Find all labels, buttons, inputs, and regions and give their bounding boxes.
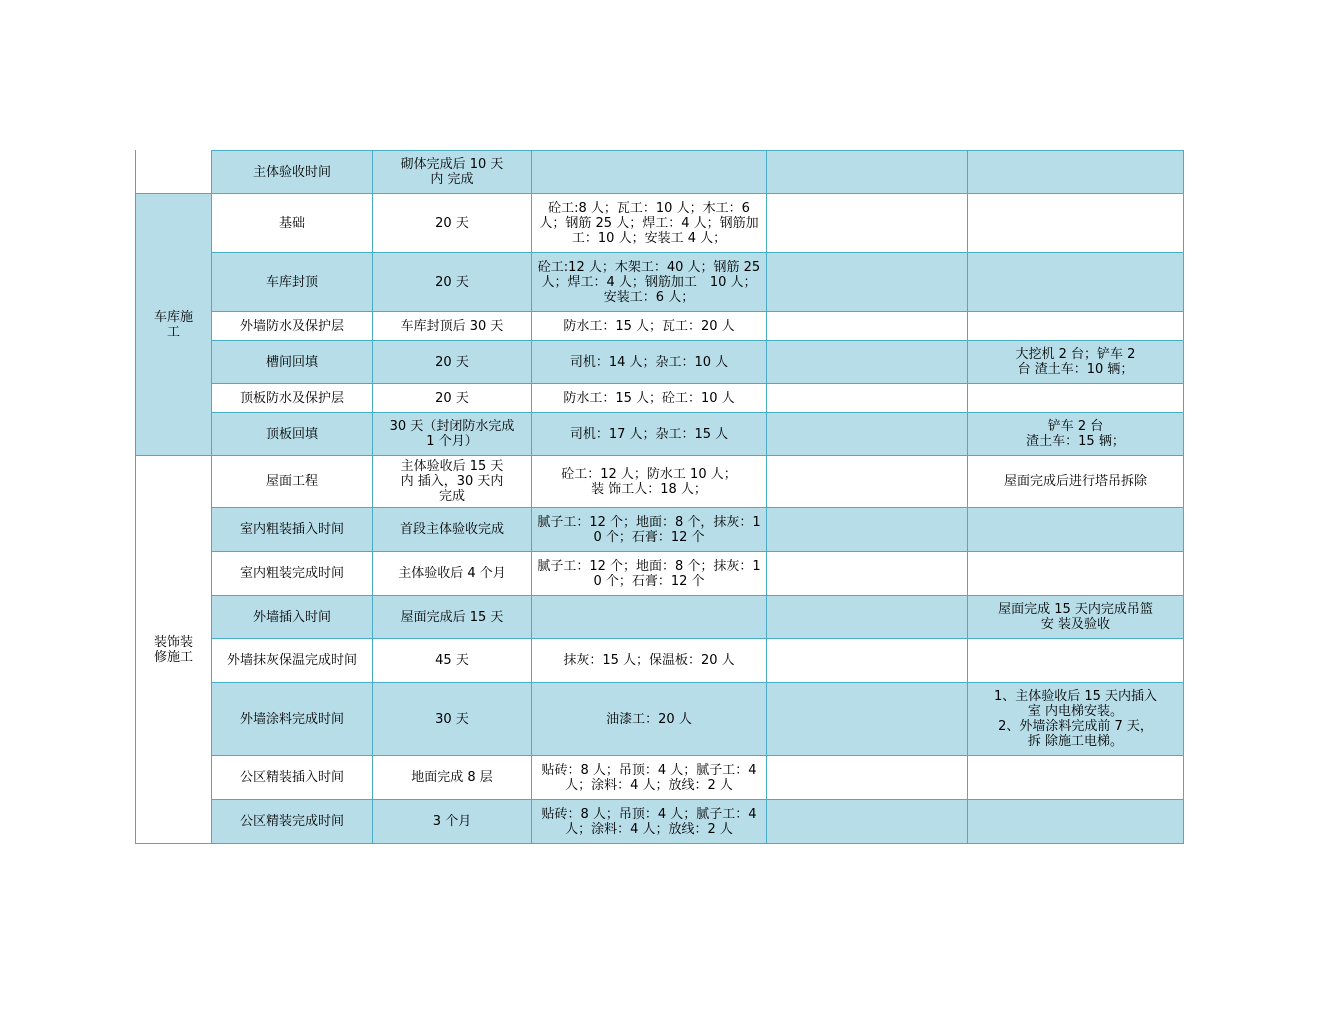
cell-materials [767,253,968,312]
cell-item-text: 基础 [278,215,305,231]
cell-item [212,194,373,253]
cell-machinery [968,194,1184,253]
cell-machinery-text: 铲车 2 台 渣土车：15 辆； [1026,419,1125,449]
cell-materials [767,384,968,413]
cell-labor [532,596,767,639]
cell-labor-text: 砼工：12 人；防水工 10 人； 装 饰工人：18 人； [561,466,737,497]
cell-materials [767,800,968,844]
cell-time [373,341,532,384]
cell-item-text: 室内粗装插入时间 [239,522,344,537]
cell-materials [767,312,968,341]
cell-item [212,639,373,683]
group-cell-blank [135,150,212,194]
cell-labor-text: 砼工:12 人；木架工：40 人；钢筋 25 人；焊工：4 人；钢筋加工 10 人；安装工：6 人； [537,259,761,305]
cell-machinery [968,150,1184,194]
cell-labor-text: 砼工:8 人；瓦工：10 人；木工：6 人；钢筋 25 人；焊工：4 人；钢筋加工：10 人；安装工 4 人； [539,200,759,246]
cell-item [212,552,373,596]
cell-time-text: 20 天 [435,274,469,290]
cell-labor [532,150,767,194]
group-label-garage [135,194,212,456]
cell-item-text: 外墙插入时间 [252,609,331,625]
cell-time-text: 砌体完成后 10 天 内 完成 [400,157,504,187]
cell-materials [767,596,968,639]
group-label-decoration [135,456,212,844]
cell-item [212,683,373,756]
cell-labor [532,683,767,756]
cell-item [212,596,373,639]
cell-machinery [968,312,1184,341]
cell-machinery [968,639,1184,683]
cell-time-text: 30 天（封闭防水完成 1 个月） [389,419,515,449]
cell-labor [532,253,767,312]
cell-time-text: 20 天 [435,354,469,370]
cell-labor [532,552,767,596]
cell-labor [532,384,767,413]
cell-item-text: 公区精装完成时间 [239,814,344,829]
cell-time-text: 20 天 [435,215,469,231]
cell-labor-text: 油漆工：20 人 [606,711,692,727]
cell-time [373,384,532,413]
cell-materials [767,683,968,756]
cell-machinery-text: 屋面完成 15 天内完成吊篮 安 装及验收 [998,602,1153,632]
cell-labor [532,508,767,552]
cell-labor [532,639,767,683]
cell-materials [767,194,968,253]
cell-labor [532,800,767,844]
cell-time-text: 地面完成 8 层 [411,770,493,785]
cell-time-text: 主体验收后 15 天 内 插入，30 天内 完成 [400,459,504,504]
cell-machinery [968,800,1184,844]
cell-time [373,253,532,312]
cell-labor-text: 贴砖：8 人；吊顶：4 人；腻子工：4 人；涂料：4 人；放线：2 人 [541,762,757,793]
cell-time [373,150,532,194]
cell-time [373,413,532,456]
cell-item-text: 顶板防水及保护层 [239,390,344,406]
cell-time-text: 车库封顶后 30 天 [400,318,504,334]
cell-item [212,800,373,844]
cell-item [212,456,373,508]
cell-time [373,312,532,341]
cell-item [212,756,373,800]
cell-time [373,800,532,844]
cell-machinery [968,596,1184,639]
cell-item-text: 外墙防水及保护层 [239,318,344,334]
cell-item [212,253,373,312]
cell-item-text: 屋面工程 [265,474,318,489]
cell-item [212,312,373,341]
cell-materials [767,341,968,384]
cell-machinery [968,384,1184,413]
cell-labor-text: 司机：17 人；杂工：15 人 [569,426,729,442]
cell-item-text: 室内粗装完成时间 [239,566,344,581]
cell-machinery-text: 大挖机 2 台；铲车 2 台 渣土车：10 辆； [1015,347,1136,377]
cell-machinery [968,508,1184,552]
group-label-garage-text: 车库施 工 [153,309,193,340]
cell-labor [532,413,767,456]
cell-labor-text: 司机：14 人；杂工：10 人 [569,354,729,370]
cell-materials [767,413,968,456]
cell-machinery [968,456,1184,508]
cell-time-text: 首段主体验收完成 [399,522,504,537]
cell-time [373,456,532,508]
cell-time [373,683,532,756]
group-label-decoration-text: 装饰装 修施工 [153,634,193,665]
cell-labor [532,341,767,384]
cell-machinery-text: 屋面完成后进行塔吊拆除 [1003,474,1147,489]
cell-time-text: 30 天 [435,711,469,727]
cell-time [373,596,532,639]
cell-time-text: 3 个月 [432,814,472,829]
cell-labor-text: 腻子工：12 个；地面：8 个，抹灰：10 个；石膏：12 个 [537,514,761,545]
cell-item [212,384,373,413]
cell-item [212,508,373,552]
cell-labor [532,456,767,508]
cell-machinery [968,756,1184,800]
cell-time-text: 20 天 [435,390,469,406]
cell-labor-text: 腻子工：12 个；地面：8 个；抹灰：10 个；石膏：12 个 [537,558,761,589]
cell-labor-text: 防水工：15 人；砼工：10 人 [563,390,735,406]
cell-machinery [968,683,1184,756]
cell-item-text: 公区精装插入时间 [239,770,344,785]
cell-time [373,194,532,253]
cell-machinery [968,341,1184,384]
cell-labor [532,194,767,253]
cell-materials [767,150,968,194]
cell-time [373,508,532,552]
cell-item-text: 外墙涂料完成时间 [239,711,344,727]
schedule-table [135,150,1184,844]
cell-time [373,756,532,800]
cell-labor [532,312,767,341]
cell-item-text: 槽间回填 [265,354,318,370]
cell-item [212,413,373,456]
cell-labor-text: 抹灰：15 人；保温板：20 人 [563,653,735,668]
cell-time-text: 屋面完成后 15 天 [400,609,504,625]
cell-time-text: 主体验收后 4 个月 [398,566,506,581]
cell-materials [767,508,968,552]
cell-materials [767,552,968,596]
cell-materials [767,639,968,683]
cell-machinery [968,552,1184,596]
cell-item-text: 车库封顶 [265,274,318,290]
cell-item-text: 顶板回填 [265,426,318,442]
cell-labor-text: 防水工：15 人；瓦工：20 人 [563,318,735,334]
cell-time [373,552,532,596]
cell-machinery [968,413,1184,456]
cell-item [212,150,373,194]
cell-labor-text: 贴砖：8 人；吊顶：4 人；腻子工：4 人；涂料：4 人；放线：2 人 [541,806,757,837]
cell-item-text: 外墙抹灰保温完成时间 [226,653,357,668]
cell-labor [532,756,767,800]
cell-time [373,639,532,683]
cell-time-text: 45 天 [435,653,469,668]
cell-machinery [968,253,1184,312]
cell-materials [767,756,968,800]
cell-machinery-text: 1、主体验收后 15 天内插入 室 内电梯安装。 2、外墙涂料完成前 7 天， 拆 除施工电梯。 [993,689,1158,749]
cell-item-text: 主体验收时间 [252,164,331,180]
cell-item [212,341,373,384]
cell-materials [767,456,968,508]
